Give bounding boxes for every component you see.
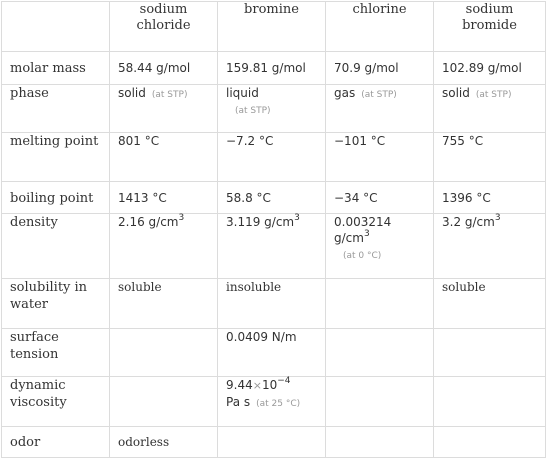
cell-odor-sodium-bromide [434,427,546,458]
row-label-dynamic-viscosity: dynamic viscosity [2,377,110,427]
row-melting-point [2,133,546,182]
row-label-density: density [2,214,110,279]
cell-density-sodium-bromide: 3.2 $g/cm^3$ [434,214,546,279]
row-label-odor: odor [2,427,110,458]
phase-note: (at STP) [475,90,512,100]
cell-density-bromine: 3.119 $g/cm^3$ [218,214,326,279]
cell-boiling-point-sodium-bromide: 1396 °C [434,182,546,214]
cell-molar-mass-bromine: 159.81 g/mol [218,52,326,85]
header-row [2,2,546,52]
cell-boiling-point-chlorine: −34 °C [326,182,434,214]
phase-note: (at STP) [235,106,271,116]
column-header-sodium-bromide: sodium bromide [434,2,546,52]
corner-cell [2,2,110,52]
row-label-solubility: solubility in water [2,279,110,329]
row-label-melting-point: melting point [2,133,110,182]
cell-solubility-chlorine [326,279,434,329]
cell-molar-mass-sodium-bromide: 102.89 g/mol [434,52,546,85]
cell-phase-sodium-bromide [434,85,546,133]
row-dynamic-viscosity [2,377,546,427]
cell-solubility-sodium-bromide: soluble [434,279,546,329]
cell-dynamic-viscosity-bromine: $9.44\times 10^{-4}$ Pa s (at 25 °C) [218,377,326,427]
cell-melting-point-bromine: −7.2 °C [218,133,326,182]
cell-boiling-point-sodium-chloride: 1413 °C [110,182,218,214]
row-molar-mass [2,52,546,85]
cell-phase-chlorine [326,85,434,133]
cell-surface-tension-sodium-bromide [434,329,546,377]
cell-melting-point-sodium-chloride: 801 °C [110,133,218,182]
cell-phase-sodium-chloride [110,85,218,133]
phase-note: (at STP) [361,90,397,100]
cell-boiling-point-bromine: 58.8 °C [218,182,326,214]
row-phase [2,85,546,133]
cell-dynamic-viscosity-sodium-chloride [110,377,218,427]
row-label-phase: phase [2,85,110,133]
phase-value: solid [118,86,146,100]
row-boiling-point [2,182,546,214]
cell-odor-sodium-chloride: odorless [110,427,218,458]
phase-note: (at STP) [151,90,188,100]
cell-melting-point-chlorine: −101 °C [326,133,434,182]
cell-solubility-bromine: insoluble [218,279,326,329]
viscosity-note: (at 25 °C) [256,399,301,409]
row-solubility [2,279,546,329]
column-header-sodium-chloride: sodium chloride [110,2,218,52]
row-label-molar-mass: molar mass [2,52,110,85]
column-header-chlorine: chlorine [326,2,434,52]
cell-surface-tension-chlorine [326,329,434,377]
cell-odor-chlorine [326,427,434,458]
phase-value: solid [442,86,470,100]
cell-molar-mass-chlorine: 70.9 g/mol [326,52,434,85]
cell-molar-mass-sodium-chloride: 58.44 g/mol [110,52,218,85]
row-label-boiling-point: boiling point [2,182,110,214]
cell-melting-point-sodium-bromide: 755 °C [434,133,546,182]
cell-dynamic-viscosity-sodium-bromide [434,377,546,427]
phase-value: liquid [226,86,259,100]
cell-surface-tension-bromine: 0.0409 N/m [218,329,326,377]
properties-table [1,1,546,458]
cell-phase-bromine [218,85,326,133]
phase-value: gas [334,86,356,100]
cell-odor-bromine [218,427,326,458]
row-odor [2,427,546,458]
cell-solubility-sodium-chloride: soluble [110,279,218,329]
cell-dynamic-viscosity-chlorine [326,377,434,427]
row-density [2,214,546,279]
cell-density-sodium-chloride: 2.16 $g/cm^3$ [110,214,218,279]
density-note: (at 0 °C) [343,251,382,261]
column-header-bromine: bromine [218,2,326,52]
row-surface-tension [2,329,546,377]
cell-surface-tension-sodium-chloride [110,329,218,377]
cell-density-chlorine: 0.003214 $g/cm^3$ (at 0 °C) [326,214,434,279]
row-label-surface-tension: surface tension [2,329,110,377]
